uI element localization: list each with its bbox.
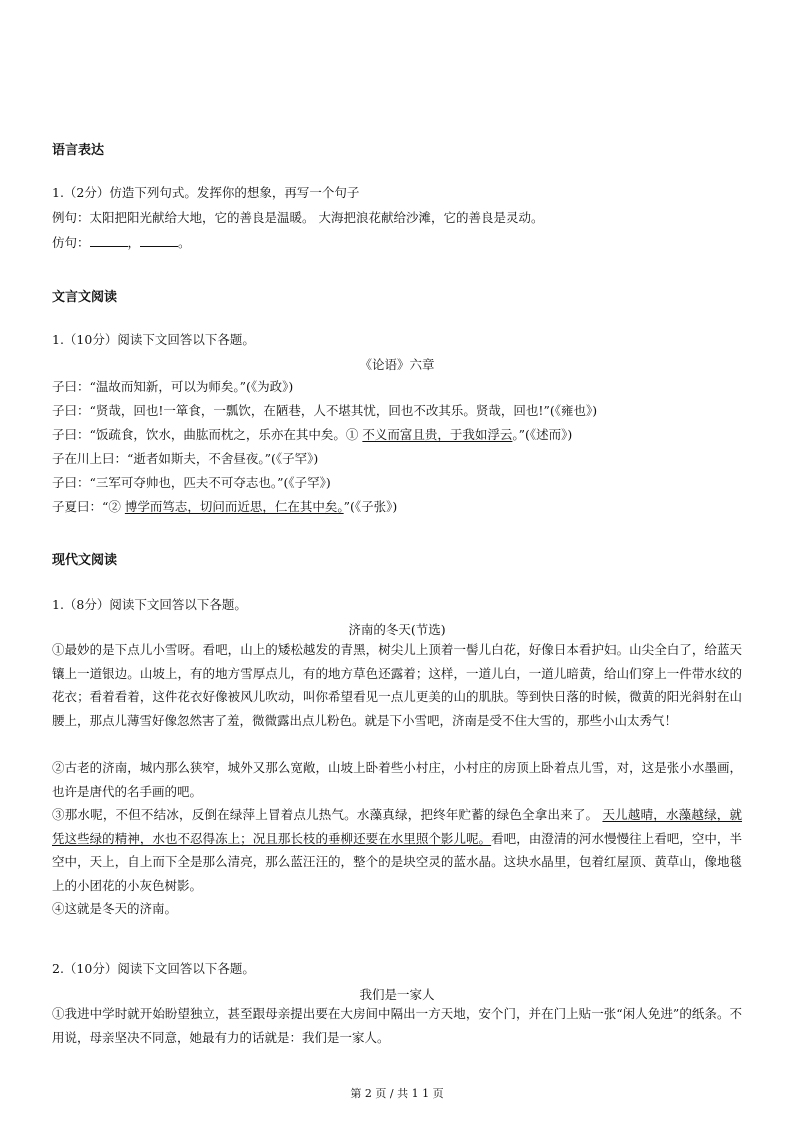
paragraph-1: ①最妙的是下点儿小雪呀。看吧，山上的矮松越发的青黑，树尖儿上顶着一髻儿白花，好像日本看护妇。山尖全白了，给蓝天镶上一道银边。山坡上，有的地方雪厚点儿，有的地方草色还露着；这样，一道儿白，一道儿暗黄，给山们穿上一件带水纹的花衣；看着看着，这件花衣好像被风儿吹动，叫你希望看见一点儿更美的山的肌肤。等到快日落的时候，微黄的阳光斜射在山腰上，那点儿薄雪好像忽然害了羞，微微露出点儿粉色。就是下小雪吧，济南是受不住大雪的，那些小山太秀气！ — [52, 642, 742, 728]
passage-line: 子曰：“温故而知新，可以为师矣。”(《为政》) — [52, 379, 294, 394]
period: 。 — [178, 235, 191, 250]
passage-line: 子在川上曰：“逝者如斯夫，不舍昼夜。”(《子罕》) — [52, 451, 319, 466]
passage-line — [52, 498, 397, 515]
answer-blank[interactable] — [140, 234, 178, 247]
paragraph-3 — [52, 803, 742, 897]
section-title-classical: 文言文阅读 — [52, 290, 118, 305]
section-title-modern: 现代文阅读 — [52, 553, 118, 568]
text-segment: 子曰：“饭疏食，饮水，曲肱而枕之，乐亦在其中矣。① — [52, 427, 363, 442]
question-stem: 1.（10分）阅读下文回答以下各题。 — [52, 332, 255, 347]
underlined-sentence: 不义而富且贵，于我如浮云 — [362, 427, 513, 442]
question-stem: 2.（10分）阅读下文回答以下各题。 — [52, 961, 255, 976]
question-stem: 1.（8分）阅读下文回答以下各题。 — [52, 597, 247, 612]
comma: ， — [127, 235, 141, 250]
passage-title: 我们是一家人 — [359, 987, 435, 1002]
text-segment: ”(《子张》) — [343, 499, 398, 514]
passage-line: 子曰：“三军可夺帅也，匹夫不可夺志也。”(《子罕》) — [52, 475, 331, 490]
paragraph-2: ②古老的济南，城内那么狭窄，城外又那么宽敞，山坡上卧着些小村庄，小村庄的房顶上卧着点儿雪，对，这是张小水墨画，也许是唐代的名手画的吧。 — [52, 760, 742, 799]
imitate-label: 仿句： — [52, 235, 90, 250]
passage-title: 济南的冬天(节选) — [348, 622, 446, 637]
text-segment: 。”(《述而》) — [512, 427, 573, 442]
question-stem: 1.（2分）仿造下列句式。发挥你的想象，再写一个句子 — [52, 185, 360, 200]
passage-line: 子曰：“贤哉，回也!一箪食，一瓢饮，在陋巷，人不堪其忧，回也不改其乐。贤哉，回也!”(《雍也》) — [52, 403, 598, 418]
imitate-line — [52, 234, 191, 251]
passage-title: 《论语》六章 — [359, 357, 435, 372]
text-segment: ③那水呢，不但不结冰，反倒在绿萍上冒着点儿热气。水藻真绿，把终年贮蓄的绿色全拿出来了。 — [52, 807, 603, 822]
underlined-sentence: 天儿越晴，水藻越绿，就凭这些绿的精神，水也不忍得冻上；况且那长枝的垂柳还要在水里照个影儿呢。 — [52, 807, 742, 846]
paragraph-1: ①我进中学时就开始盼望独立，甚至跟母亲提出要在大房间中隔出一方天地，安个门，并在门上贴一张“闲人免进”的纸条。不用说，母亲坚决不同意，她最有力的话就是：我们是一家人。 — [52, 1006, 742, 1045]
answer-blank[interactable] — [90, 234, 128, 247]
example-sentence: 例句：太阳把阳光献给大地，它的善良是温暖。 大海把浪花献给沙滩，它的善良是灵动。 — [52, 210, 544, 225]
page-footer: 第 2 页 / 共 1 1 页 — [350, 1087, 444, 1100]
section-title-language: 语言表达 — [52, 143, 105, 158]
paragraph-4: ④这就是冬天的济南。 — [52, 901, 178, 916]
passage-line — [52, 426, 572, 443]
text-segment: 看吧，由澄清的河水慢慢往上看吧，空中，半空中，天上，自上而下全是那么清亮，那么蓝汪汪的，整个的是块空灵的蓝水晶。这块水晶里，包着红屋顶、黄草山，像地毯上的小团花的小灰色树影。 — [52, 830, 742, 893]
underlined-sentence: 博学而笃志，切问而近思，仁在其中矣。 — [124, 499, 344, 514]
text-segment: 子夏曰：“② — [52, 499, 125, 514]
